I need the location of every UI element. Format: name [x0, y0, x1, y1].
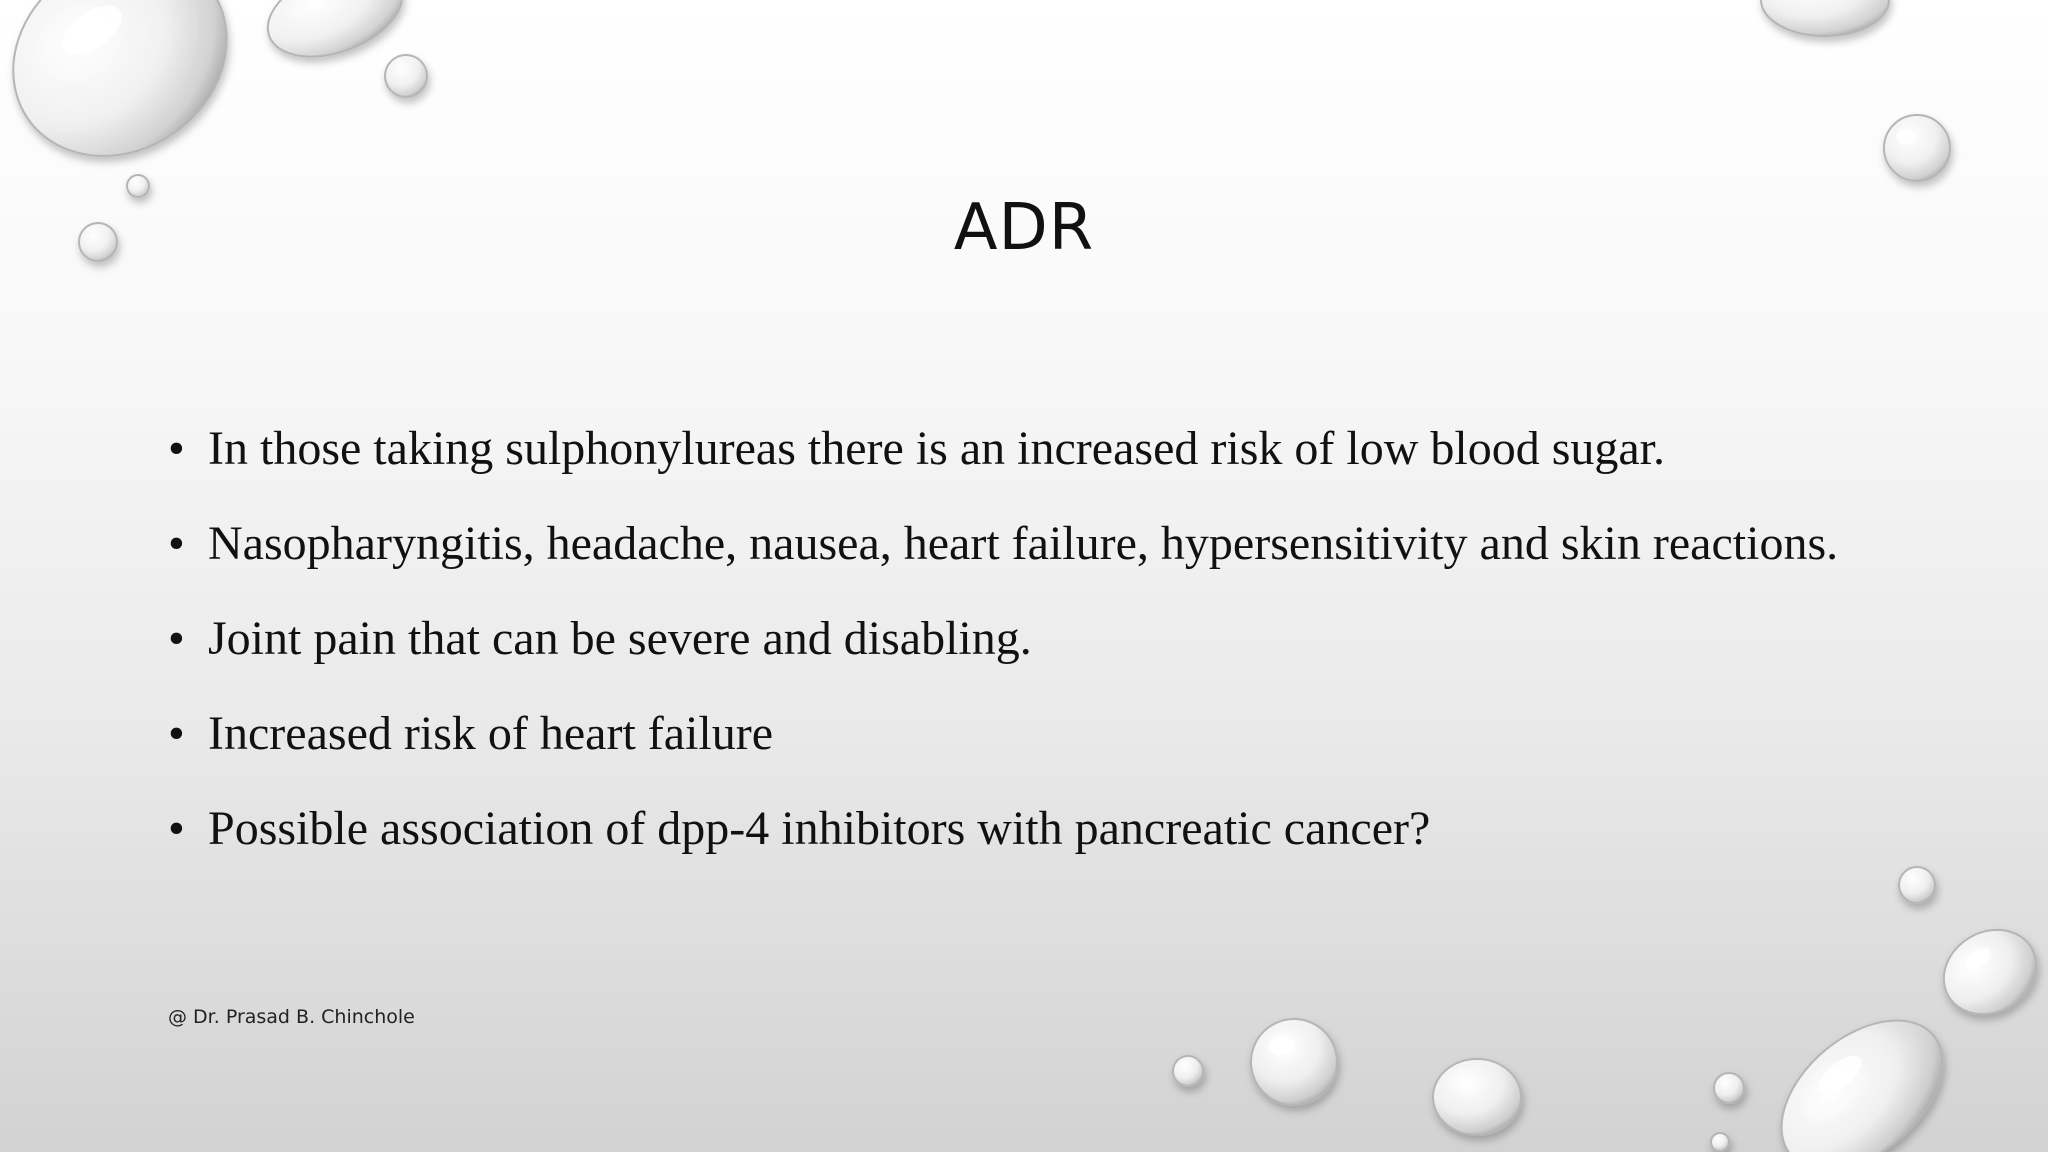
bullet-item: • Joint pain that can be severe and disabling.	[168, 602, 1880, 676]
bullet-item: • Possible association of dpp-4 inhibitors with pancreatic cancer?	[168, 792, 1880, 866]
water-drop	[1928, 913, 2048, 1030]
bullet-item: • Nasopharyngitis, headache, nausea, heart failure, hypersensitivity and skin reactions.	[168, 507, 1880, 581]
slide-title: ADR	[953, 191, 1095, 265]
water-drop	[1173, 1056, 1203, 1086]
bullet-list	[168, 412, 1880, 887]
water-drop	[385, 55, 427, 97]
water-drop	[127, 175, 149, 197]
water-drop	[1711, 1133, 1729, 1151]
bullet-item: • Increased risk of heart failure	[168, 697, 1880, 771]
water-drop	[1899, 867, 1935, 903]
water-drop	[1251, 1019, 1337, 1105]
water-drop	[1433, 1059, 1521, 1135]
water-drop	[1884, 115, 1950, 181]
water-drop	[0, 0, 266, 197]
water-drop	[1761, 0, 1889, 36]
water-drop	[1753, 991, 1970, 1152]
water-drop	[1714, 1073, 1744, 1103]
bullet-item: • In those taking sulphonylureas there is an increased risk of low blood sugar.	[168, 412, 1880, 486]
slide-footer: @ Dr. Prasad B. Chinchole	[168, 1006, 415, 1028]
